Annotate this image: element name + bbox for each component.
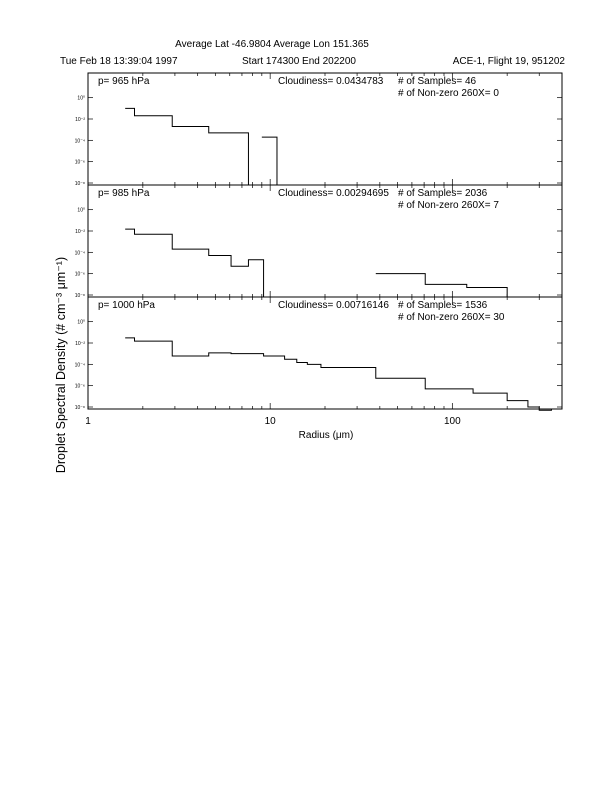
panel-1000hPa [75, 297, 562, 411]
y-tick-label: 10⁻⁸ [74, 293, 85, 299]
x-tick-label: 10 [264, 416, 276, 427]
y-tick-label: 10⁻⁴ [74, 138, 85, 145]
spectrum-line [125, 229, 507, 297]
y-tick-label: 10⁻⁶ [74, 159, 85, 166]
y-tick-label: 10⁻⁶ [74, 271, 85, 278]
pressure-label: p= 1000 hPa [98, 300, 155, 311]
y-tick-label: 10⁻⁶ [74, 383, 85, 390]
y-tick-label: 10⁻⁸ [74, 181, 85, 187]
nonzero-label: # of Non-zero 260X= 30 [398, 312, 505, 323]
y-tick-label: 10⁻⁸ [74, 405, 85, 411]
y-axis-label: Droplet Spectral Density (# cm⁻³ μm⁻¹) [54, 256, 68, 474]
samples-label: # of Samples= 1536 [398, 300, 488, 311]
y-tick-label: 10⁰ [77, 207, 85, 214]
nonzero-label: # of Non-zero 260X= 7 [398, 200, 499, 211]
y-tick-label: 10⁻⁴ [74, 362, 85, 369]
y-tick-label: 10⁻² [75, 341, 85, 347]
y-tick-label: 10⁻⁴ [74, 250, 85, 257]
x-axis-label: Radius (μm) [298, 430, 354, 441]
flight-label: ACE-1, Flight 19, 951202 [452, 56, 565, 67]
panel-965hPa [75, 73, 562, 187]
spectrum-line [125, 338, 551, 410]
spectrum-line [125, 108, 277, 185]
x-tick-label: 1 [85, 416, 91, 427]
pressure-label: p= 965 hPa [98, 76, 150, 87]
start-end-label: Start 174300 End 202200 [242, 56, 356, 67]
y-tick-label: 10⁻² [75, 229, 85, 235]
x-tick-labels [85, 416, 461, 427]
date-label: Tue Feb 18 13:39:04 1997 [60, 56, 178, 67]
cloudiness-label: Cloudiness= 0.0434783 [278, 76, 384, 87]
samples-label: # of Samples= 46 [398, 76, 477, 87]
figure-title: Average Lat -46.9804 Average Lon 151.365 [175, 39, 369, 50]
samples-label: # of Samples= 2036 [398, 188, 488, 199]
x-tick-label: 100 [443, 416, 461, 427]
y-tick-label: 10⁰ [77, 319, 85, 326]
y-tick-label: 10⁻² [75, 117, 85, 123]
cloudiness-label: Cloudiness= 0.00716146 [278, 300, 389, 311]
panel-985hPa [75, 185, 562, 299]
cloudiness-label: Cloudiness= 0.00294695 [278, 188, 389, 199]
pressure-label: p= 985 hPa [98, 188, 150, 199]
nonzero-label: # of Non-zero 260X= 0 [398, 88, 499, 99]
y-tick-label: 10⁰ [77, 95, 85, 102]
